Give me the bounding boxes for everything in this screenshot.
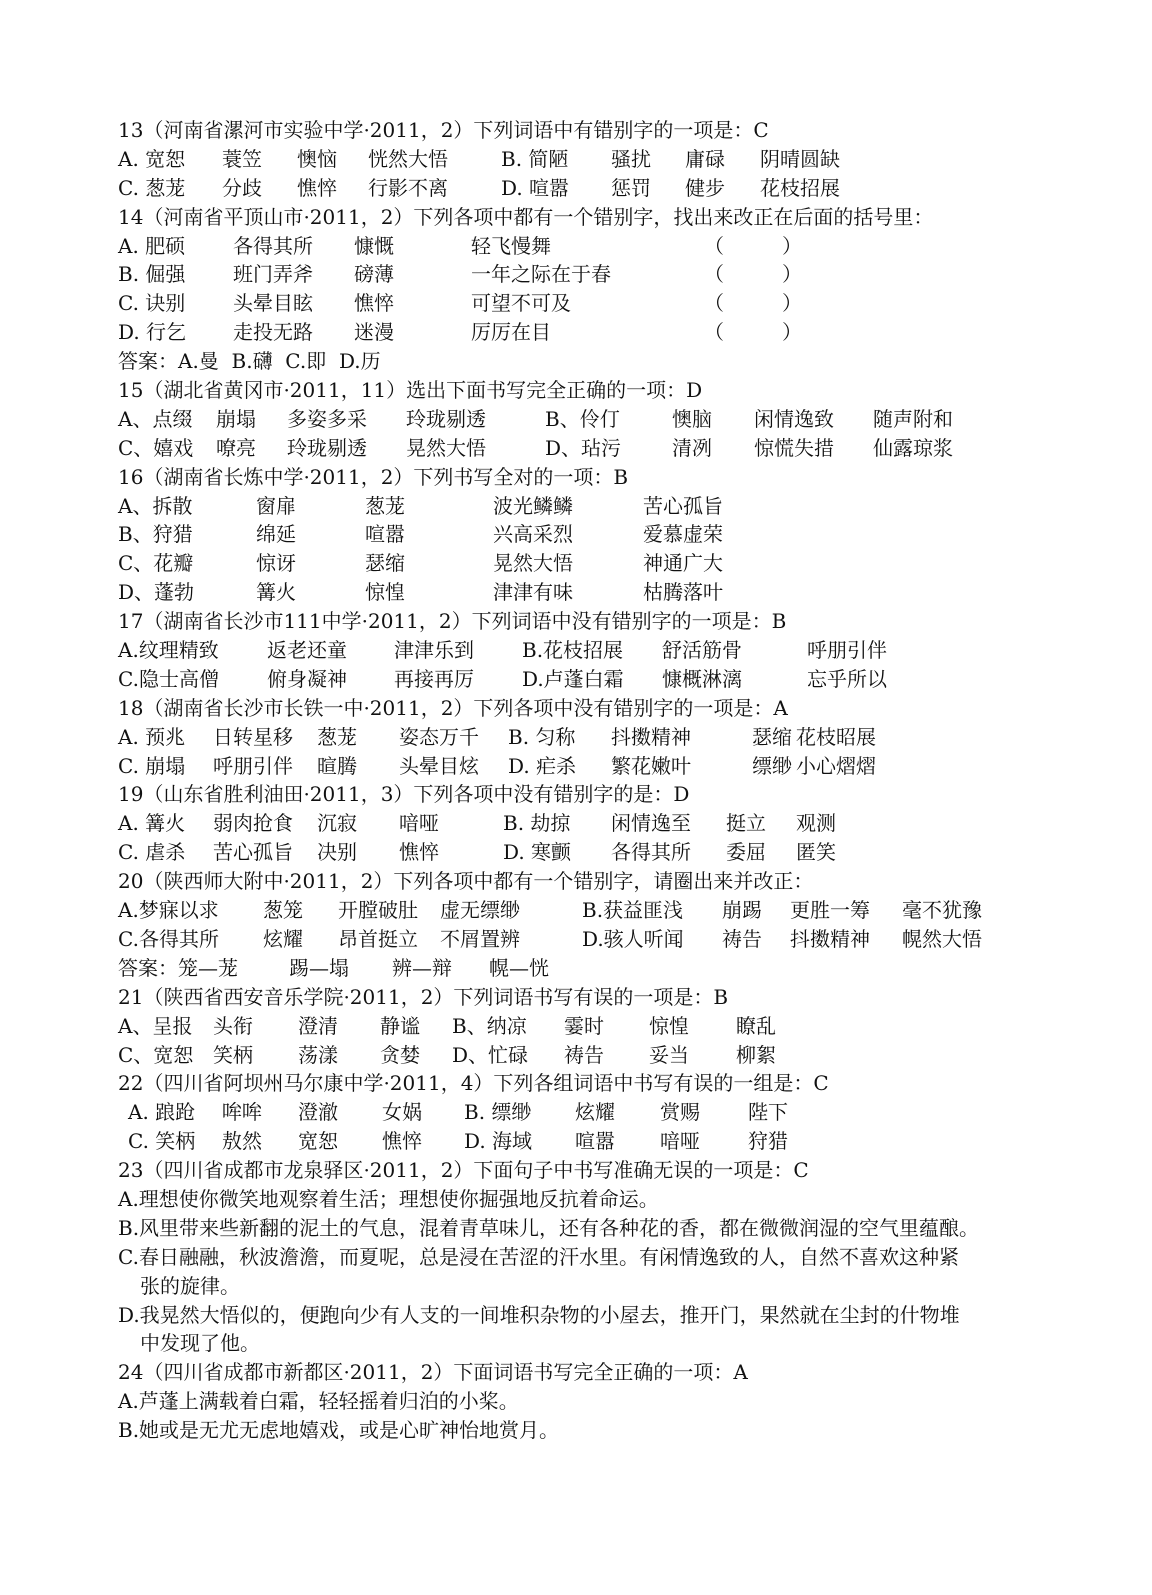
line-segment: 苦心孤旨 (213, 840, 293, 865)
text-line (118, 463, 1038, 492)
line-text: 中发现了他。 (140, 1331, 260, 1356)
line-segment: 炫耀 (263, 926, 303, 951)
line-text: C.春日融融，秋波澹澹，而夏呢，总是浸在苦涩的汗水里。有闲情逸致的人，自然不喜欢这种紧 (118, 1244, 959, 1269)
line-segment: 花枝招展 (760, 175, 840, 200)
text-line (118, 145, 1038, 174)
line-segment: D、玷污 (545, 435, 622, 460)
line-segment: 日转星移 (213, 724, 293, 749)
text-line (118, 1358, 1038, 1387)
line-segment: 女娲 (382, 1100, 422, 1125)
text-line (118, 1069, 1038, 1098)
line-segment: 分歧 (222, 175, 262, 200)
line-segment: D. 行乞 (118, 320, 187, 345)
line-segment: C、嬉戏 (118, 435, 194, 460)
line-segment: 妥当 (649, 1042, 689, 1067)
text-line (118, 116, 1038, 145)
text-line (118, 752, 1038, 781)
line-segment: C.隐士高僧 (118, 666, 219, 691)
line-segment: （ (704, 233, 724, 258)
line-segment: B. 匀称 (508, 724, 576, 749)
line-text: 17（湖南省长沙市111中学·2011，2）下列词语中没有错别字的一项是：B (118, 609, 787, 634)
line-segment: 笑柄 (213, 1042, 253, 1067)
line-segment: 头衔 (213, 1013, 253, 1038)
line-segment: 决别 (317, 840, 357, 865)
text-line (118, 780, 1038, 809)
line-segment: 绵延 (256, 522, 296, 547)
line-segment: B. 简陋 (501, 146, 569, 171)
line-segment: B.花枝招展 (522, 638, 624, 663)
line-segment: 幌—恍 (489, 955, 549, 980)
line-segment: 苦心孤旨 (643, 493, 723, 518)
text-line (118, 954, 1038, 983)
line-text: A.芦蓬上满载着白霜，轻轻摇着归泊的小桨。 (118, 1389, 519, 1414)
text-line (118, 376, 1038, 405)
line-segment: 炫耀 (575, 1100, 615, 1125)
line-segment: 窗扉 (256, 493, 296, 518)
line-segment: B、纳凉 (452, 1013, 527, 1038)
line-segment: 开膛破肚 (338, 898, 418, 923)
line-segment: 闲情逸至 (611, 811, 691, 836)
line-segment: 静谧 (380, 1013, 420, 1038)
line-text: 22（四川省阿坝州马尔康中学·2011，4）下列各组词语中书写有误的一组是：C (118, 1071, 829, 1096)
line-segment: 瑟缩 (365, 551, 405, 576)
line-text: 18（湖南省长沙市长铁一中·2011，2）下列各项中没有错别字的一项是：A (118, 695, 788, 720)
text-line (118, 607, 1038, 636)
text-line (118, 203, 1038, 232)
line-text: B.她或是无尤无虑地嬉戏，或是心旷神怡地赏月。 (118, 1418, 560, 1443)
text-line (118, 838, 1038, 867)
line-segment: 葱茏 (365, 493, 405, 518)
line-segment: 慷慨 (354, 233, 394, 258)
line-segment: D. 海域 (464, 1129, 533, 1154)
line-segment: 玲珑剔透 (287, 435, 367, 460)
text-line (118, 1041, 1038, 1070)
line-text: 23（四川省成都市龙泉驿区·2011，2）下面句子中书写准确无误的一项是：C (118, 1158, 809, 1183)
line-segment: 多姿多采 (287, 406, 367, 431)
line-segment: ） (782, 320, 802, 345)
line-segment: 花枝昭展 (796, 724, 876, 749)
line-segment: B.获益匪浅 (582, 898, 684, 923)
text-line (118, 405, 1038, 434)
line-segment: C. 葱茏 (118, 175, 186, 200)
line-segment: 惊慌失措 (754, 435, 834, 460)
line-segment: 兴高采烈 (493, 522, 573, 547)
text-line (118, 318, 1038, 347)
text-line (118, 1156, 1038, 1185)
line-segment: 委屈 (726, 840, 766, 865)
line-segment: 憔悴 (297, 175, 337, 200)
line-segment: 仙露琼浆 (873, 435, 953, 460)
line-segment: 津津有味 (493, 580, 573, 605)
text-line (118, 260, 1038, 289)
line-segment: 津津乐到 (394, 638, 474, 663)
text-line (118, 1416, 1038, 1445)
line-segment: D. 寒颤 (503, 840, 572, 865)
line-segment: A. 踉跄 (128, 1100, 196, 1125)
line-segment: 呼朋引伴 (807, 638, 887, 663)
line-segment: 喧嚣 (365, 522, 405, 547)
line-segment: 健步 (685, 175, 725, 200)
line-segment: D、蓬勃 (118, 580, 195, 605)
line-text: 答案：A.曼 B.礴 C.即 D.历 (118, 349, 381, 374)
line-segment: 晃然大悟 (493, 551, 573, 576)
text-line (118, 1185, 1038, 1214)
line-segment: 走投无路 (233, 320, 313, 345)
text-line (118, 1329, 1038, 1358)
line-segment: 阴晴圆缺 (760, 146, 840, 171)
line-segment: 行影不离 (368, 175, 448, 200)
line-segment: C. 虐杀 (118, 840, 186, 865)
line-segment: 憔悴 (354, 291, 394, 316)
line-segment: 虚无缥缈 (440, 898, 520, 923)
line-segment: 爱慕虚荣 (643, 522, 723, 547)
line-segment: 匿笑 (796, 840, 836, 865)
text-line (118, 925, 1038, 954)
line-segment: 狩猎 (748, 1129, 788, 1154)
line-segment: 嘹亮 (216, 435, 256, 460)
line-segment: 观测 (796, 811, 836, 836)
line-segment: 忘乎所以 (807, 666, 887, 691)
line-segment: 俯身凝神 (267, 666, 347, 691)
line-segment: 弱肉抢食 (213, 811, 293, 836)
line-segment: 慷概淋漓 (662, 666, 742, 691)
line-segment: 闲情逸致 (754, 406, 834, 431)
line-segment: C. 诀别 (118, 291, 186, 316)
line-segment: B、伶仃 (545, 406, 620, 431)
line-segment: D. 喧嚣 (501, 175, 570, 200)
line-text: 14（河南省平顶山市·2011，2）下列各项中都有一个错别字，找出来改正在后面的括号里： (118, 204, 934, 229)
line-segment: 懊脑 (672, 406, 712, 431)
text-line (118, 1012, 1038, 1041)
line-segment: 毫不犹豫 (902, 898, 982, 923)
line-segment: 抖擞精神 (790, 926, 870, 951)
line-segment: D.骇人听闻 (582, 926, 684, 951)
line-segment: 崩塌 (216, 406, 256, 431)
line-segment: 幌然大悟 (902, 926, 982, 951)
line-text: B.风里带来些新翻的泥土的气息，混着青草味儿，还有各种花的香，都在微微润湿的空气里蕴酿。 (118, 1215, 980, 1240)
text-line (118, 289, 1038, 318)
line-segment: C. 笑柄 (128, 1129, 196, 1154)
line-segment: 头晕目炫 (399, 753, 479, 778)
text-line (118, 694, 1038, 723)
line-segment: 枯腾落叶 (643, 580, 723, 605)
text-line (118, 174, 1038, 203)
text-line (118, 809, 1038, 838)
line-segment: 霎时 (564, 1013, 604, 1038)
line-segment: 缥缈 (752, 753, 792, 778)
line-segment: 厉厉在目 (471, 320, 551, 345)
line-segment: 荡漾 (298, 1042, 338, 1067)
line-segment: 哞哞 (222, 1100, 262, 1125)
line-segment: 敖然 (222, 1129, 262, 1154)
line-segment: 喧嚣 (575, 1129, 615, 1154)
line-segment: A、点缀 (118, 406, 193, 431)
text-line (118, 1387, 1038, 1416)
line-segment: C. 崩塌 (118, 753, 186, 778)
text-line (118, 232, 1038, 261)
text-line (118, 896, 1038, 925)
line-segment: 姿态万千 (399, 724, 479, 749)
line-segment: A、呈报 (118, 1013, 193, 1038)
line-segment: 祷告 (722, 926, 762, 951)
line-segment: 舒活筋骨 (662, 638, 742, 663)
text-line (118, 983, 1038, 1012)
exam-document (118, 116, 1038, 1445)
line-segment: 柳絮 (736, 1042, 776, 1067)
line-segment: D.卢蓬白霜 (522, 666, 624, 691)
line-segment: 轻飞慢舞 (471, 233, 551, 258)
line-segment: （ (704, 320, 724, 345)
line-segment: 再接再厉 (394, 666, 474, 691)
text-line (118, 549, 1038, 578)
text-line (118, 867, 1038, 896)
line-segment: 磅薄 (354, 262, 394, 287)
line-text: 24（四川省成都市新都区·2011，2）下面词语书写完全正确的一项：A (118, 1360, 748, 1385)
line-segment: 玲珑剔透 (406, 406, 486, 431)
line-segment: 憔悴 (382, 1129, 422, 1154)
line-segment: 一年之际在于春 (471, 262, 611, 287)
line-segment: 蓑笠 (222, 146, 262, 171)
line-segment: 可望不可及 (471, 291, 571, 316)
line-segment: A、拆散 (118, 493, 193, 518)
line-text: D.我晃然大悟似的，便跑向少有人支的一间堆积杂物的小屋去，推开门，果然就在尘封的什物堆 (118, 1302, 960, 1327)
line-segment: B. 倔强 (118, 262, 186, 287)
line-segment: 憔悴 (399, 840, 439, 865)
line-segment: B. 缥缈 (464, 1100, 532, 1125)
line-segment: B、狩猎 (118, 522, 193, 547)
line-segment: 更胜一筹 (790, 898, 870, 923)
line-segment: 庸碌 (685, 146, 725, 171)
line-segment: 喑哑 (660, 1129, 700, 1154)
text-line (118, 723, 1038, 752)
text-line (118, 1214, 1038, 1243)
line-segment: A. 宽恕 (118, 146, 186, 171)
line-text: 20（陕西师大附中·2011，2）下列各项中都有一个错别字，请圈出来并改正： (118, 869, 814, 894)
line-segment: 不屑置辨 (440, 926, 520, 951)
line-segment: 瑟缩 (752, 724, 792, 749)
line-segment: 瞭乱 (736, 1013, 776, 1038)
line-segment: 随声附和 (873, 406, 953, 431)
line-text: 16（湖南省长炼中学·2011，2）下列书写全对的一项：B (118, 464, 629, 489)
line-segment: 波光鳞鳞 (493, 493, 573, 518)
line-text: 15（湖北省黄冈市·2011，11）选出下面书写完全正确的一项：D (118, 378, 703, 403)
line-segment: 懊恼 (297, 146, 337, 171)
line-segment: 返老还童 (267, 638, 347, 663)
line-segment: 答案：笼—茏 (118, 955, 238, 980)
line-text: 19（山东省胜利油田·2011，3）下列各项中没有错别字的是：D (118, 782, 690, 807)
line-segment: 喑哑 (399, 811, 439, 836)
line-segment: 昂首挺立 (338, 926, 418, 951)
line-segment: 崩踢 (722, 898, 762, 923)
line-segment: 葱茏 (317, 724, 357, 749)
line-segment: （ (704, 291, 724, 316)
line-segment: （ (704, 262, 724, 287)
line-segment: 各得其所 (611, 840, 691, 865)
line-segment: C.各得其所 (118, 926, 219, 951)
line-segment: 呼朋引伴 (213, 753, 293, 778)
line-segment: 清冽 (672, 435, 712, 460)
line-segment: 班门弄斧 (233, 262, 313, 287)
text-line (118, 1243, 1038, 1272)
line-segment: 惩罚 (611, 175, 651, 200)
line-segment: 各得其所 (233, 233, 313, 258)
text-line (118, 636, 1038, 665)
line-segment: A.梦寐以求 (118, 898, 219, 923)
text-line (118, 1301, 1038, 1330)
line-segment: 祷告 (564, 1042, 604, 1067)
line-segment: 澄清 (298, 1013, 338, 1038)
line-segment: 惊讶 (256, 551, 296, 576)
line-segment: C、花瓣 (118, 551, 194, 576)
text-line (118, 347, 1038, 376)
line-segment: 繁花嫩叶 (611, 753, 691, 778)
text-line (118, 665, 1038, 694)
text-line (118, 1098, 1038, 1127)
line-segment: A. 预兆 (118, 724, 186, 749)
line-segment: C、宽恕 (118, 1042, 194, 1067)
line-segment: 惊惶 (365, 580, 405, 605)
line-segment: ） (782, 262, 802, 287)
text-line (118, 1272, 1038, 1301)
line-segment: 小心熠熠 (796, 753, 876, 778)
text-line (118, 1127, 1038, 1156)
text-line (118, 520, 1038, 549)
line-segment: A. 肥硕 (118, 233, 186, 258)
line-segment: 挺立 (726, 811, 766, 836)
line-segment: 沉寂 (317, 811, 357, 836)
line-segment: ） (782, 233, 802, 258)
line-segment: 篝火 (256, 580, 296, 605)
line-segment: 澄澈 (298, 1100, 338, 1125)
line-text: A.理想使你微笑地观察着生活；理想使你掘强地反抗着命运。 (118, 1186, 659, 1211)
line-segment: ） (782, 291, 802, 316)
line-segment: 抖擞精神 (611, 724, 691, 749)
line-segment: 陛下 (748, 1100, 788, 1125)
text-line (118, 434, 1038, 463)
line-segment: 骚扰 (611, 146, 651, 171)
line-segment: D. 疟杀 (508, 753, 577, 778)
line-text: 张的旋律。 (140, 1273, 240, 1298)
line-segment: 神通广大 (643, 551, 723, 576)
line-segment: A. 篝火 (118, 811, 186, 836)
line-segment: 葱笼 (263, 898, 303, 923)
line-segment: B. 劫掠 (503, 811, 571, 836)
line-segment: A.纹理精致 (118, 638, 219, 663)
line-text: 21（陕西省西安音乐学院·2011，2）下列词语书写有误的一项是：B (118, 984, 729, 1009)
line-segment: 晃然大悟 (406, 435, 486, 460)
line-segment: 暄腾 (317, 753, 357, 778)
line-segment: 赏赐 (660, 1100, 700, 1125)
line-segment: D、忙碌 (452, 1042, 529, 1067)
line-segment: 辨—辩 (392, 955, 452, 980)
line-segment: 贪婪 (380, 1042, 420, 1067)
line-segment: 踢—塌 (289, 955, 349, 980)
text-line (118, 578, 1038, 607)
line-segment: 头晕目眩 (233, 291, 313, 316)
line-segment: 惊惶 (649, 1013, 689, 1038)
text-line (118, 492, 1038, 521)
line-segment: 迷漫 (354, 320, 394, 345)
line-segment: 宽恕 (298, 1129, 338, 1154)
line-text: 13（河南省漯河市实验中学·2011，2）下列词语中有错别字的一项是：C (118, 118, 769, 142)
line-segment: 恍然大悟 (368, 146, 448, 171)
